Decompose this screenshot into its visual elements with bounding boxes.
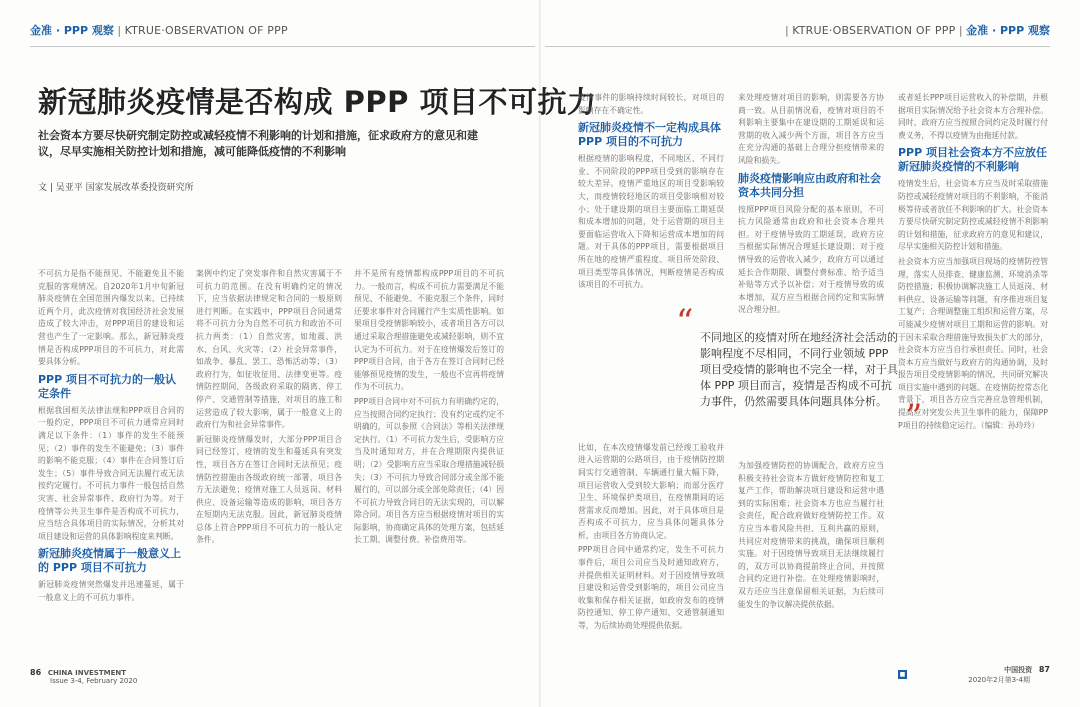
close-quote-icon: ” (905, 397, 923, 437)
open-quote-icon: “ (676, 302, 694, 342)
paragraph: 新冠肺炎疫情爆发时，大部分PPP项目合同已经签订，疫情的发生和蔓延具有突发性，项目各方在签订合同时无法预见；疫情防控措施由各级政府统一部署，项目各方无法避免；疫情对施工人员返岗、材料供应、设备运输等造成的影响，项目各方在短期内无法克服。因此，新冠肺炎疫情总体上符合PPP项目不可抗力的一般认定条件。 (196, 434, 342, 545)
body-column-5-lower (738, 460, 884, 673)
section-heading: PPP 项目社会资本方不应放任新冠肺炎疫情的不利影响 (898, 146, 1048, 174)
left-issue: Issue 3-4, February 2020 (50, 677, 138, 685)
right-column-tag: 金准 · PPP 观察 (966, 24, 1050, 37)
left-page-header (30, 24, 288, 38)
left-magazine-name: CHINA INVESTMENT (47, 669, 127, 677)
body-column-5 (738, 92, 884, 315)
paragraph: 为加强疫情防控的协调配合，政府方应当积极支持社会资本方做好疫情防控和复工复产工作，帮助解决项目建设和运营中遇到的实际困难；社会资本方也应当履行社会责任，配合政府做好疫情防控工作。双方应当本着风险共担、互利共赢的原则，共同应对疫情带来的挑战，确保项目顺利实施。对于因疫情导致项目无法继续履行的，双方可以协商提前终止合同，并按照合同约定进行补偿。在处理疫情影响时，双方还应当注意保留相关证据，为后续可能发生的争议解决提供依据。 (738, 461, 884, 609)
section-heading: 新冠肺炎疫情属于一般意义上的 PPP 项目不可抗力 (38, 547, 181, 575)
paragraph: 疫情发生后，社会资本方应当及时采取措施防控或减轻疫情对项目的不利影响，不能消极等待或者放任不利影响的扩大。社会资本方要尽快研究制定防控或减轻疫情不利影响的计划和措施，征求政府方的意见和建议，尽早实施相关防控计划和措施。 (898, 179, 1048, 252)
right-magazine-name: 中国投资 (1004, 666, 1033, 674)
body-column-6 (898, 92, 1048, 662)
left-column-tag: 金准 · PPP 观察 (30, 24, 114, 37)
paragraph: 并不是所有疫情都构成PPP项目的不可抗力。一般而言，构成不可抗力需要满足不能预见、不能避免、不能克服三个条件，同时还要求事件对合同履行产生实质性影响。如果项目受疫情影响较小，或者项目各方可以通过采取合理措施避免或减轻影响，则不宜认定为不可抗力。对于在疫情爆发后签订的PPP项目合同，由于各方在签订合同时已经能够预见疫情的发生，一般也不宜再将疫情作为不可抗力。 (354, 269, 504, 392)
left-page-footer (30, 668, 137, 685)
right-issue: 2020年2月第3-4期 (968, 676, 1030, 684)
body-column-1 (38, 268, 184, 673)
right-header-rule (545, 46, 1050, 47)
section-heading: 肺炎疫情影响应由政府和社会资本共同分担 (738, 171, 881, 199)
right-page-header (785, 24, 1050, 38)
left-header-rule (30, 46, 535, 47)
article-byline: 文 | 吴亚平 国家发展改革委投资研究所 (38, 183, 194, 193)
paragraph: 疫情事件的影响持续时间较长，对项目的影响存在不确定性。 (578, 93, 724, 115)
section-heading: 新冠肺炎疫情不一定构成具体 PPP 项目的不可抗力 (578, 121, 721, 149)
paragraph: 社会资本方应当加强项目现场的疫情防控管理，落实人员排查、健康监测、环境消杀等防控措施；积极协调解决施工人员返岗、材料供应、设备运输等问题，有序推进项目复工复产；合理调整施工组织和运营方案，尽可能减少疫情对项目工期和运营的影响。对于因未采取合理措施导致损失扩大的部分，社会资本方应当自行承担责任。同时，社会资本方应当做好与政府方的沟通协调，及时报告项目受疫情影响的情况，共同研究解决项目实施中遇到的问题。在疫情防控常态化背景下，项目各方应当完善应急管理机制，提高应对突发公共卫生事件的能力，保障PPP项目的持续稳定运行。（编辑：孙玲玲） (898, 256, 1048, 430)
paragraph: 不可抗力是指不能预见、不能避免且不能克服的客观情况。自2020年1月中旬新冠肺炎疫情在全国范围内爆发以来，已持续近两个月，此次疫情对我国经济社会发展造成了较大冲击，对PPP项目的建设和运营也产生了一定影响。那么，新冠肺炎疫情是否构成PPP项目的不可抗力，对此需要具体分析。 (38, 269, 184, 367)
paragraph: 根据疫情的影响程度，不同地区、不同行业、不同阶段的PPP项目受到的影响存在较大差异。疫情严重地区的项目受影响较大，而疫情较轻地区的项目受影响相对较小；处于建设期的项目主要面临工期延误和成本增加的问题，处于运营期的项目主要面临运营收入下降和运营成本增加的问题。对于具体的PPP项目，需要根据项目所在地的疫情严重程度、项目所处阶段、项目类型等具体情况，判断疫情是否构成该项目的不可抗力。 (578, 154, 724, 290)
right-page-number: 87 (1038, 665, 1050, 674)
pull-quote: 不同地区的疫情对所在地经济社会活动的影响程度不尽相同，不同行业领域 PPP 项目受疫情的影响也不完全一样，对于具体 PPP 项目而言，疫情是否构成不可抗力事件，仍然需要具体问题具体分析。 (700, 331, 898, 408)
left-page-number: 86 (30, 668, 42, 677)
article-title: 新冠肺炎疫情是否构成 PPP 项目不可抗力 (38, 85, 597, 119)
header-separator: | (117, 24, 122, 37)
paragraph: 或者延长PPP项目运营收入的补偿期，并根据项目实际情况给予社会资本方合理补偿。同时，政府方应当按照合同约定及时履行付费义务，不得以疫情为由拖延付款。 (898, 93, 1048, 140)
end-mark-icon: ■ (899, 671, 906, 678)
paragraph: 新冠肺炎疫情突然爆发并迅速蔓延，属于一般意义上的不可抗力事件。 (38, 580, 184, 602)
left-column-english: KTRUE·OBSERVATION OF PPP (124, 24, 288, 37)
header-separator: | (958, 24, 963, 37)
header-separator: | (784, 24, 789, 37)
paragraph: 案例中约定了突发事件和自然灾害属于不可抗力的范围。在没有明确约定的情况下，应当依据法律规定和合同的一般原则进行判断。在实践中，PPP项目合同通常将不可抗力分为自然不可抗力和政治不可抗力两类：（1）自然灾害，如地震、洪水、台风、火灾等；（2）社会异常事件，如战争、暴乱、罢工、恐怖活动等；（3）政府行为，如征收征用、法律变更等。疫情防控期间，各级政府采取的隔离、停工停产、交通管制等措施，对项目的施工和运营造成了较大影响，属于一般意义上的政府行为和社会异常事件。 (196, 269, 342, 430)
body-column-2 (196, 268, 342, 673)
body-column-3 (354, 268, 504, 673)
paragraph: PPP项目合同中对不可抗力有明确约定的，应当按照合同约定执行；没有约定或约定不明确的，可以参照《合同法》等相关法律规定执行。（1）不可抗力发生后，受影响方应当及时通知对方，并在合理期限内提供证明；（2）受影响方应当采取合理措施减轻损失；（3）不可抗力导致合同部分或全部不能履行的，可以部分或全部免除责任；（4）因不可抗力导致合同目的无法实现的，可以解除合同。项目各方应当根据疫情对项目的实际影响，协商确定具体的处理方案，包括延长工期、调整付费、补偿费用等。 (354, 396, 504, 545)
paragraph: 根据我国相关法律法规和PPP项目合同的一般约定，PPP项目不可抗力通常应同时满足以下条件：（1）事件的发生不能预见；（2）事件的发生不能避免；（3）事件的影响不能克服；（4）事件在合同签订后发生；（5）事件导致合同无法履行或无法按约定履行。不可抗力事件一般包括自然灾害、社会异常事件、政府行为等。对于疫情等公共卫生事件是否构成不可抗力，应当结合具体项目的实际情况，分析其对项目建设和运营的具体影响程度来判断。 (38, 405, 184, 541)
right-column-english: KTRUE·OBSERVATION OF PPP (792, 24, 956, 37)
paragraph: 比如，在本次疫情爆发前已经竣工验收并进入运营期的公路项目，由于疫情防控期间实行交通管制、车辆通行量大幅下降，项目运营收入受到较大影响；而部分医疗卫生、环境保护类项目，在疫情期间的运营需求反而增加。因此，对于具体项目是否构成不可抗力，应当具体问题具体分析，由项目各方协商认定。 (578, 442, 724, 540)
section-heading: PPP 项目不可抗力的一般认定条件 (38, 372, 177, 400)
paragraph: 来处理疫情对项目的影响，则需要各方协商一致。从目前情况看，疫情对项目的不利影响主要集中在建设期的工期延误和运营期的收入减少两个方面，项目各方应当在充分沟通的基础上合理分担疫情带来的风险和损失。 (738, 93, 884, 165)
article-abstract: 社会资本方要尽快研究制定防控或减轻疫情不利影响的计划和措施，征求政府方的意见和建议，尽早实施相关防控计划和措施，减可能降低疫情的不利影响 (38, 129, 478, 158)
paragraph: PPP项目合同中通常约定，发生不可抗力事件后，项目公司应当及时通知政府方，并提供相关证明材料。对于因疫情导致项目建设和运营受到影响的，项目公司应当收集和保存相关证据，如政府发布的疫情防控通知、停工停产通知、交通管制通知等，为后续协商处理提供依据。 (578, 545, 724, 631)
paragraph: 按照PPP项目风险分配的基本原则，不可抗力风险通常由政府和社会资本合理共担。对于疫情导致的工期延误，政府方应当根据实际情况合理延长建设期；对于疫情导致的运营收入减少，政府方可以通过延长合作期限、调整付费标准、给予适当补贴等方式予以补偿；对于疫情导致的成本增加，双方应当根据合同约定和实际情况合理分担。 (738, 204, 884, 315)
right-page-footer (968, 665, 1050, 685)
